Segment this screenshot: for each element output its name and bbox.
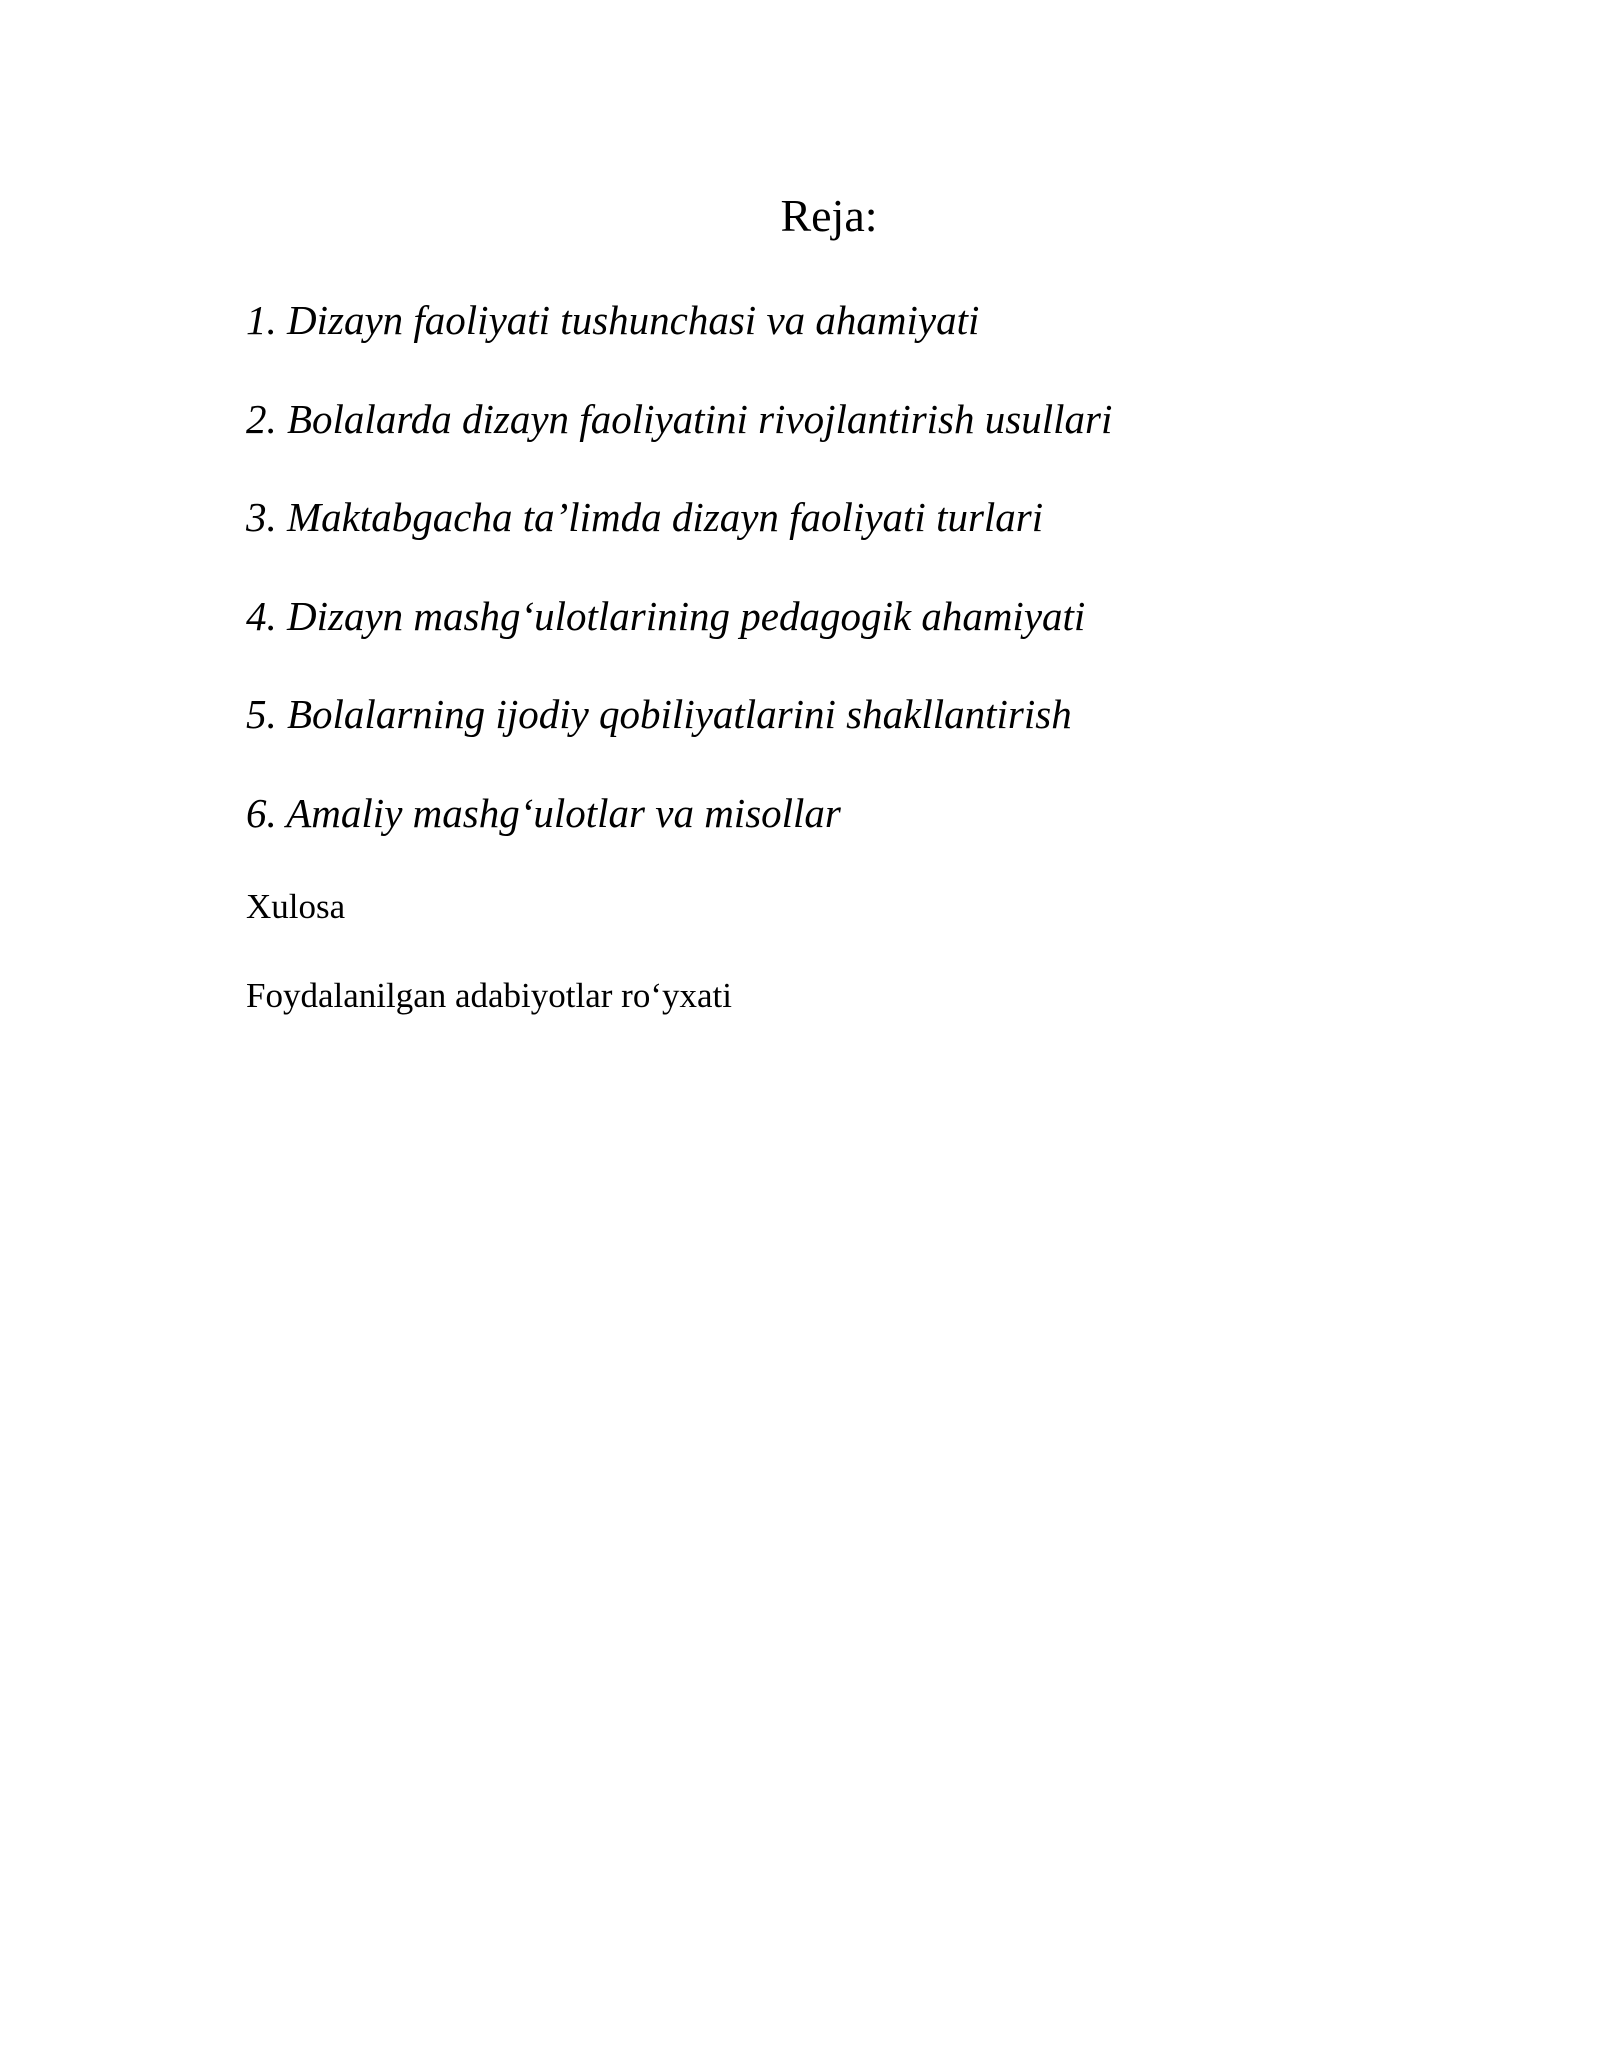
plan-item-number: 5. xyxy=(246,691,277,737)
plan-item-number: 4. xyxy=(246,592,277,639)
conclusion-heading: Xulosa xyxy=(246,887,346,926)
plan-item-number: 1. xyxy=(246,297,277,343)
references-heading: Foydalanilgan adabiyotlar ro‘yxati xyxy=(246,976,732,1015)
plan-item-number: 3. xyxy=(246,494,277,540)
plan-item-text: Bolalarning ijodiy qobiliyatlarini shakllantirish xyxy=(287,691,1072,737)
plan-item-2 xyxy=(246,394,1112,444)
plan-item-4 xyxy=(246,591,1112,641)
plan-item-text: Dizayn faoliyati tushunchasi va ahamiyati xyxy=(287,297,980,343)
plan-item-text: Dizayn mashg‘ulotlarining pedagogik ahamiyati xyxy=(287,592,1086,639)
page-title: Reja: xyxy=(780,190,878,241)
plan-item-text: Maktabgacha ta’limda dizayn faoliyati turlari xyxy=(287,494,1044,540)
plan-item-5 xyxy=(246,689,1112,739)
plan-item-3 xyxy=(246,492,1112,542)
plan-item-text: Bolalarda dizayn faoliyatini rivojlantirish usullari xyxy=(287,395,1113,442)
plan-item-text: Amaliy mashg‘ulotlar va misollar xyxy=(286,789,841,836)
plan-item-number: 2. xyxy=(246,395,277,442)
plan-item-number: 6. xyxy=(246,789,277,836)
plan-list xyxy=(246,295,1112,886)
plan-item-6 xyxy=(246,788,1112,838)
plan-item-1 xyxy=(246,295,1112,345)
